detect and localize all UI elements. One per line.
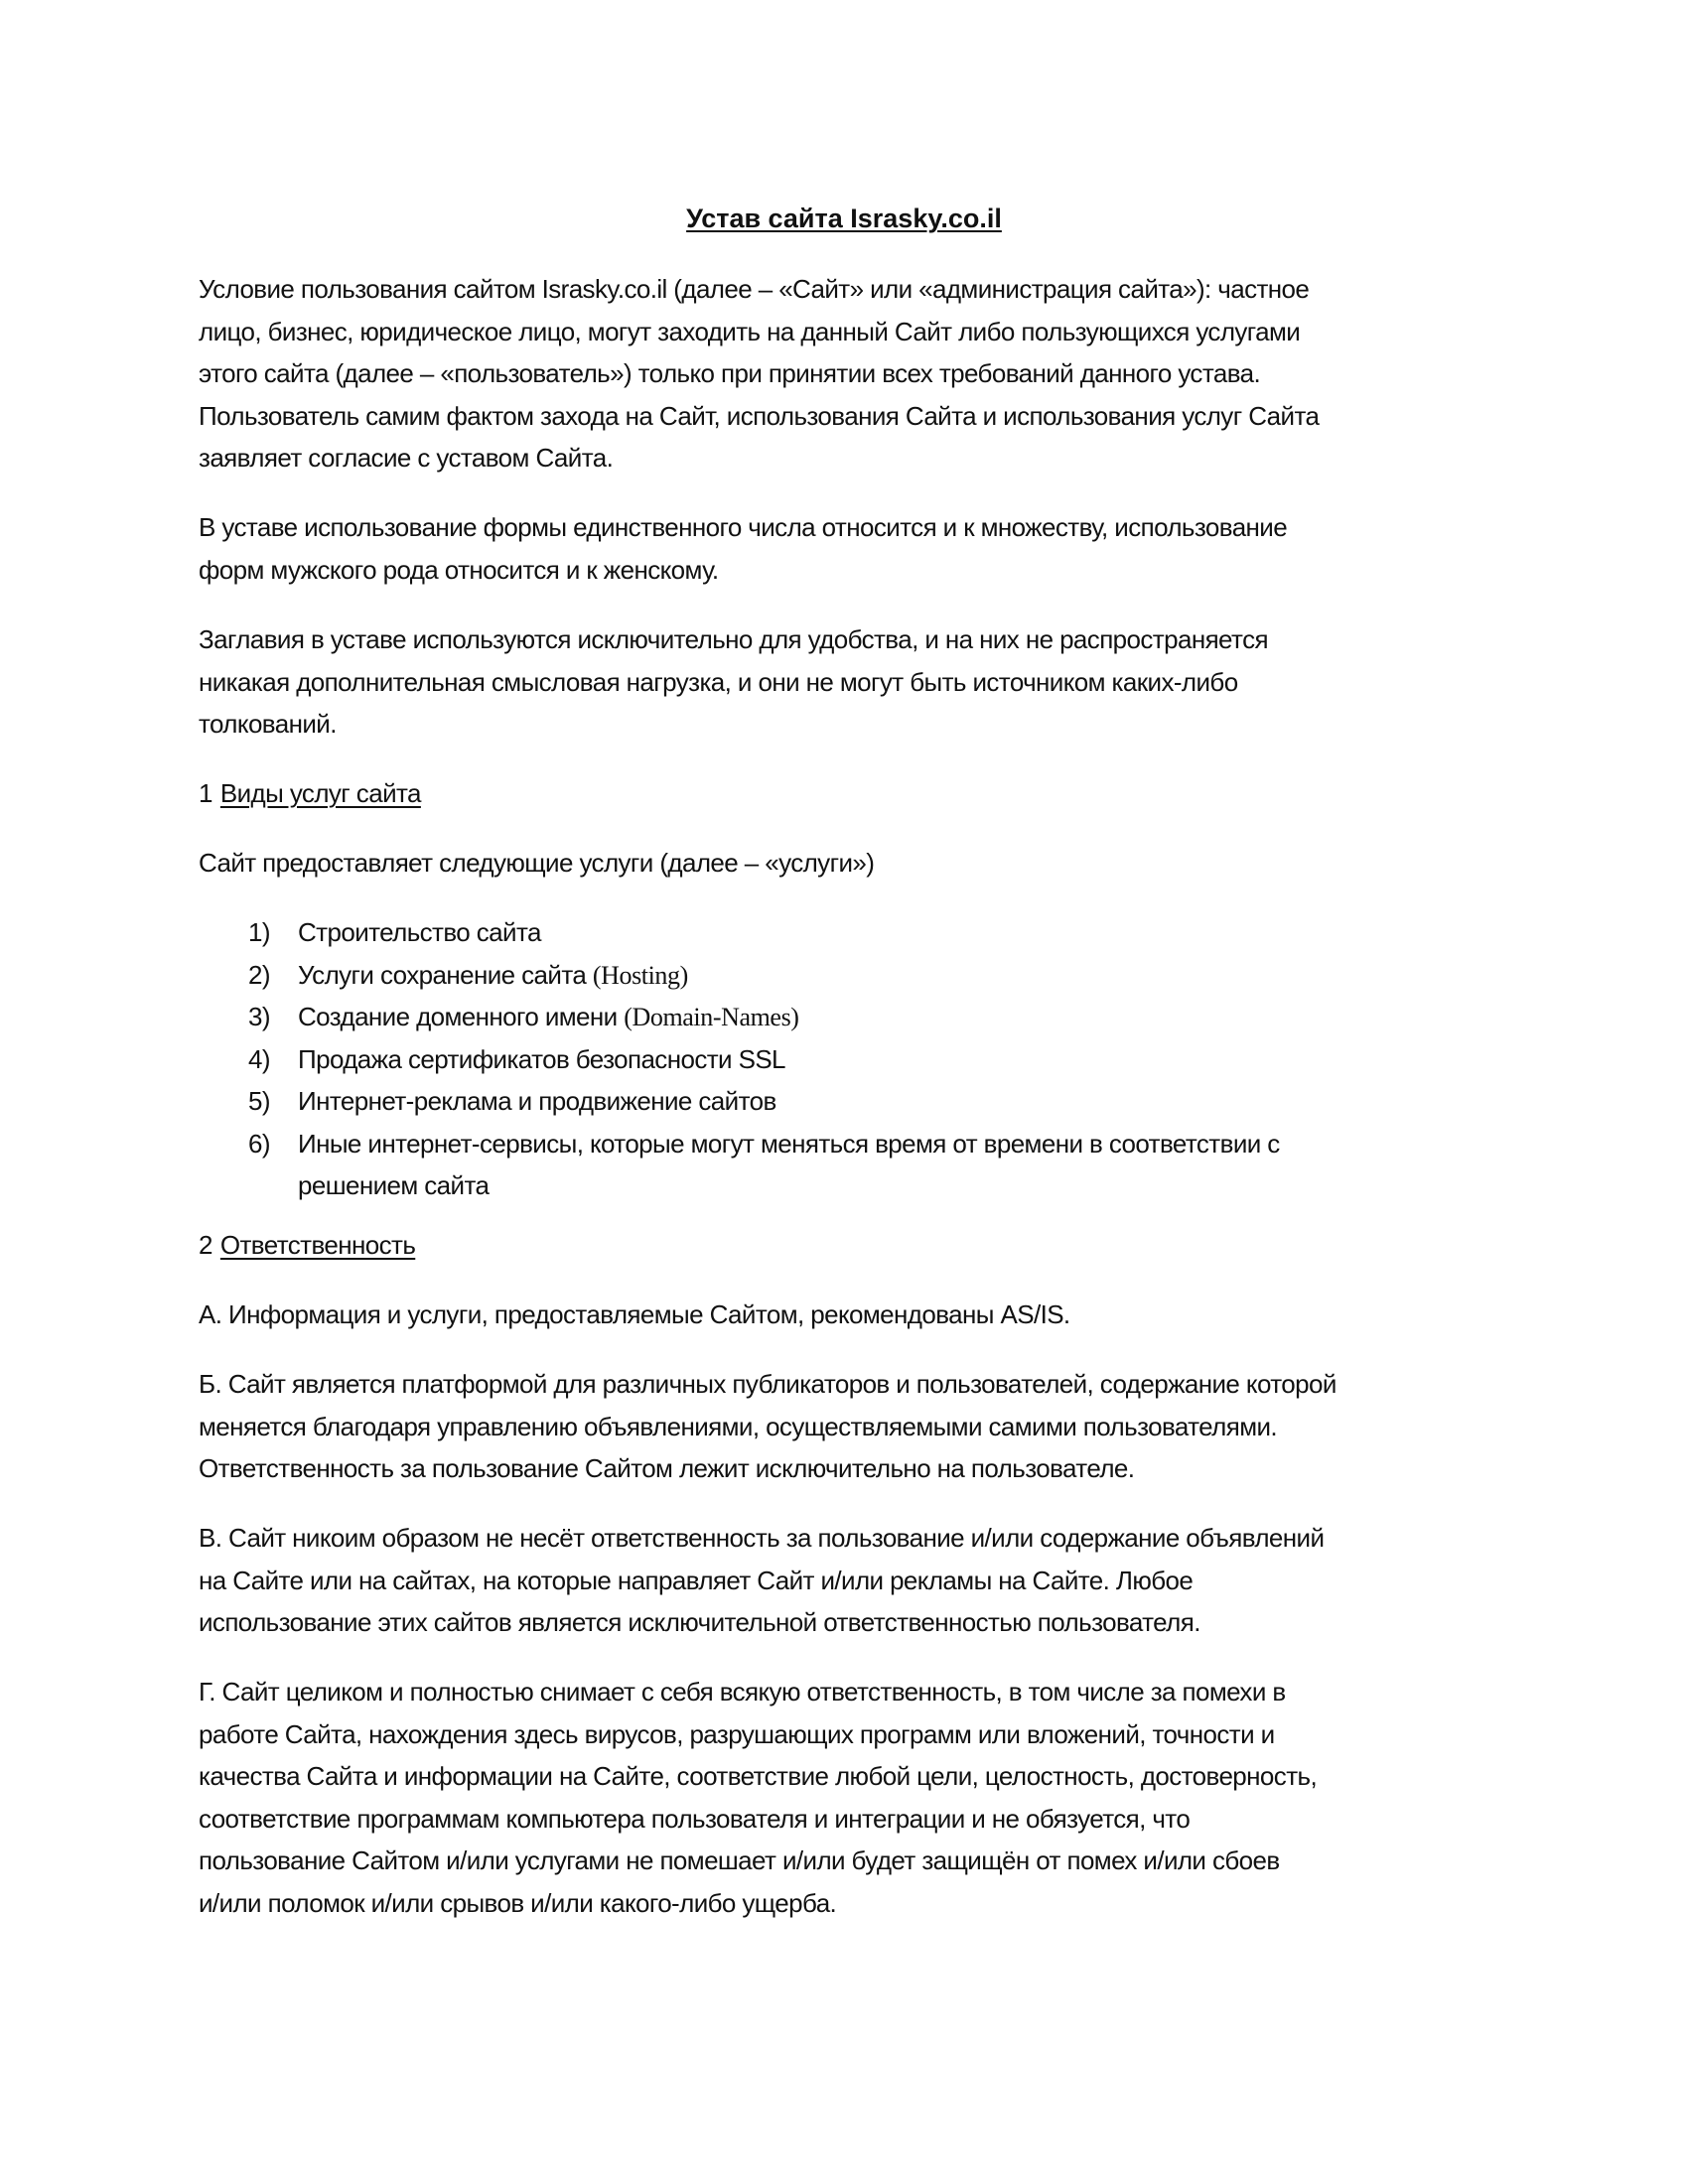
text-line: Ответственность за пользование Сайтом лежит исключительно на пользователе.: [199, 1453, 1135, 1483]
text-line: меняется благодаря управлению объявлениями, осуществляемыми самими пользователями.: [199, 1411, 1278, 1441]
list-item: [248, 996, 1509, 1038]
list-number: 1): [248, 917, 270, 947]
list-text: Иные интернет-сервисы, которые могут меняться время от времени в соответствии с: [298, 1128, 1280, 1159]
clause-a: [199, 1294, 1509, 1336]
section-1-lead: [199, 842, 1509, 885]
text-line: Условие пользования сайтом Israsky.co.il (далее – «Сайт» или «администрация сайта»): частное: [199, 274, 1310, 304]
list-item: [248, 911, 1509, 954]
clause-b: [199, 1363, 1509, 1490]
text-line: соответствие программам компьютера пользователя и интеграции и не обязуется, что: [199, 1803, 1191, 1834]
clause-v: [199, 1517, 1509, 1644]
list-number: 4): [248, 1043, 270, 1074]
text-line: Б. Сайт является платформой для различных публикаторов и пользователей, содержание которой: [199, 1369, 1336, 1399]
list-number: 2): [248, 959, 270, 990]
text-line: В уставе использование формы единственного числа относится и к множеству, использование: [199, 512, 1288, 542]
list-number: 6): [248, 1128, 270, 1159]
text-line: Сайт предоставляет следующие услуги (далее – «услуги»): [199, 848, 875, 878]
text-line: и/или поломок и/или срывов и/или какого-либо ущерба.: [199, 1887, 837, 1918]
text-line: никакая дополнительная смысловая нагрузка, и они не могут быть источником каких-либо: [199, 666, 1238, 697]
text-line: заявляет согласие с уставом Сайта.: [199, 443, 614, 473]
singular-plural-paragraph: [199, 506, 1509, 591]
list-text-suffix: (Domain-Names): [624, 1003, 799, 1031]
list-text: решением сайта: [298, 1170, 490, 1200]
list-item-continuation: [248, 1164, 1509, 1207]
section-number: 1: [199, 778, 212, 808]
document-title-text: Устав сайта Israsky.co.il: [686, 204, 1002, 233]
section-1-heading: [199, 772, 1509, 815]
list-text: Услуги сохранение сайта: [298, 959, 593, 990]
text-line: толкований.: [199, 709, 337, 739]
list-item: [248, 954, 1509, 997]
list-text: Строительство сайта: [298, 917, 541, 947]
text-line: качества Сайта и информации на Сайте, соответствие любой цели, целостность, достоверность,: [199, 1761, 1318, 1791]
text-line: пользование Сайтом и/или услугами не помешает и/или будет защищён от помех и/или сбоев: [199, 1845, 1280, 1875]
list-text: Интернет-реклама и продвижение сайтов: [298, 1086, 776, 1116]
list-item: [248, 1123, 1509, 1165]
list-item: [248, 1038, 1509, 1081]
text-line: лицо, бизнес, юридическое лицо, могут заходить на данный Сайт либо пользующихся услугами: [199, 316, 1301, 346]
text-line: В. Сайт никоим образом не несёт ответственность за пользование и/или содержание объявлений: [199, 1523, 1325, 1553]
text-line: этого сайта (далее – «пользователь») только при принятии всех требований данного устава.: [199, 358, 1261, 388]
list-text-suffix: (Hosting): [592, 960, 688, 990]
intro-paragraph: [199, 268, 1509, 479]
section-number: 2: [199, 1230, 212, 1260]
text-line: Г. Сайт целиком и полностью снимает с себя всякую ответственность, в том числе за помехи в: [199, 1677, 1286, 1706]
section-heading-text: Виды услуг сайта: [219, 778, 421, 808]
text-line: форм мужского рода относится и к женскому.: [199, 554, 719, 585]
section-heading-text: Ответственность: [219, 1230, 416, 1260]
text-line: А. Информация и услуги, предоставляемые Сайтом, рекомендованы AS/IS.: [199, 1299, 1070, 1329]
list-text: Создание доменного имени: [298, 1002, 625, 1031]
text-line: на Сайте или на сайтах, на которые направляет Сайт и/или рекламы на Сайте. Любое: [199, 1565, 1194, 1595]
text-line: использование этих сайтов является исключительной ответственностью пользователя.: [199, 1607, 1200, 1637]
document-title: [0, 202, 1688, 235]
list-number: 3): [248, 1002, 270, 1031]
list-item: [248, 1080, 1509, 1123]
list-number: 5): [248, 1086, 270, 1116]
services-list: [248, 911, 1509, 1207]
headings-paragraph: [199, 618, 1509, 746]
text-line: Заглавия в уставе используются исключительно для удобства, и на них не распространяется: [199, 624, 1268, 654]
text-line: Пользователь самим фактом захода на Сайт, использования Сайта и использования услуг Сайта: [199, 400, 1320, 431]
section-2-heading: [199, 1224, 1509, 1267]
list-text: Продажа сертификатов безопасности SSL: [298, 1043, 785, 1074]
text-line: работе Сайта, нахождения здесь вирусов, разрушающих программ или вложений, точности и: [199, 1718, 1275, 1749]
clause-g: [199, 1671, 1509, 1924]
